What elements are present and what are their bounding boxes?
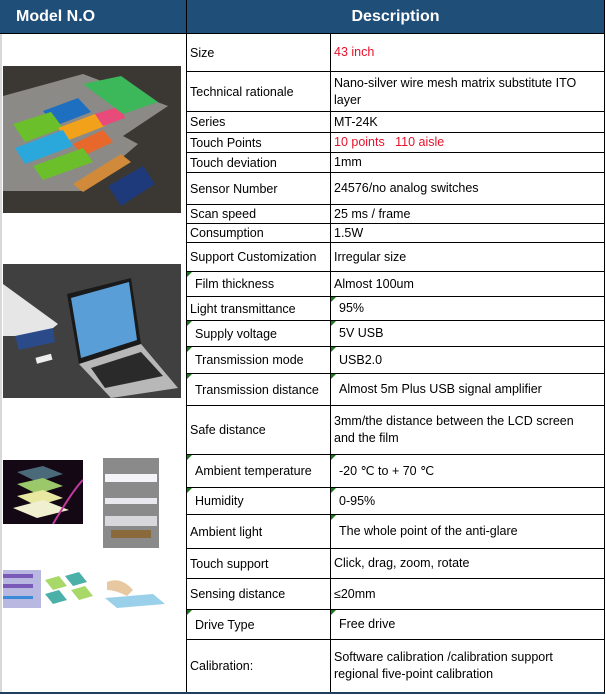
spec-row-touch-deviation: [186, 153, 604, 173]
spec-row-scan-speed: [186, 205, 604, 224]
spec-label: Consumption: [186, 224, 331, 242]
spec-label: Transmission mode: [186, 347, 331, 373]
spec-label: Size: [186, 34, 331, 71]
spec-label: Film thickness: [186, 272, 331, 296]
spec-row-technical-rationale: [186, 72, 604, 112]
spec-label: Drive Type: [186, 610, 331, 639]
spec-value: 0-95%: [331, 488, 604, 514]
product-image-film-laptop: [3, 264, 181, 398]
spec-value: -20 ℃ to + 70 ℃: [331, 455, 604, 487]
spec-value: Software calibration /calibration support regional five-point calibration: [334, 650, 553, 681]
spec-value: 24576/no analog switches: [334, 181, 479, 195]
spec-row-humidity: [186, 488, 604, 515]
product-image-layers: [3, 460, 83, 524]
spec-value: 1mm: [334, 155, 362, 169]
header-model-no: Model N.O: [16, 8, 96, 25]
spec-label: Support Customization: [186, 243, 331, 271]
spec-value: 10 points 110 aisle: [334, 135, 445, 149]
spec-value: Almost 100um: [334, 276, 414, 291]
spec-label: Touch support: [186, 549, 331, 578]
spec-label: Calibration:: [186, 640, 331, 692]
spec-row-film-thickness: [186, 272, 604, 297]
spec-label: Touch Points: [186, 133, 331, 152]
spec-value: Irregular size: [334, 249, 407, 264]
spec-value: MT-24K: [334, 114, 378, 129]
product-image-backlit: [103, 458, 159, 548]
spec-value: Click, drag, zoom, rotate: [334, 556, 470, 570]
spec-label: Light transmittance: [186, 297, 331, 320]
spec-label: Ambient light: [186, 515, 331, 548]
spec-value: 5V USB: [331, 321, 604, 346]
product-image-column: [0, 34, 186, 692]
spec-row-consumption: [186, 224, 604, 243]
spec-row-sensing-distance: [186, 579, 604, 610]
spec-row-ambient-light: [186, 515, 604, 549]
spec-value: Free drive: [331, 610, 604, 639]
spec-row-calibration: [186, 640, 604, 692]
product-image-capacitive-diagram: [3, 570, 168, 612]
spec-value: ≤20mm: [334, 586, 376, 601]
spec-row-support-customization: [186, 243, 604, 272]
spec-row-supply-voltage: [186, 321, 604, 347]
spec-row-sensor-number: [186, 173, 604, 205]
header-description: Description: [186, 0, 604, 33]
spec-label: Touch deviation: [186, 153, 331, 172]
spec-value: Almost 5m Plus USB signal amplifier: [331, 374, 604, 405]
spec-label: Sensor Number: [186, 173, 331, 204]
spec-row-safe-distance: [186, 406, 604, 455]
spec-label: Humidity: [186, 488, 331, 514]
spec-value: The whole point of the anti-glare: [331, 515, 604, 548]
spec-label: Sensing distance: [186, 579, 331, 609]
spec-value: 1.5W: [334, 225, 364, 240]
spec-row-touch-points: [186, 133, 604, 153]
spec-value: 95%: [331, 297, 604, 320]
spec-value: Nano-silver wire mesh matrix substitute ITO layer: [334, 75, 577, 107]
spec-value: 3mm/the distance between the LCD screen and the film: [334, 414, 574, 445]
spec-row-drive-type: [186, 610, 604, 640]
spec-label: Ambient temperature: [186, 455, 331, 487]
spec-row-ambient-temperature: [186, 455, 604, 488]
spec-row-transmission-distance: [186, 374, 604, 406]
table-header: [0, 0, 604, 34]
spec-value: 43 inch: [334, 45, 375, 59]
spec-value: USB2.0: [331, 347, 604, 373]
spec-label: Technical rationale: [186, 72, 331, 111]
spec-row-series: [186, 112, 604, 133]
spec-row-touch-support: [186, 549, 604, 579]
spec-row-size: [186, 34, 604, 72]
spec-value: 25 ms / frame: [334, 206, 411, 221]
spec-label: Transmission distance: [186, 374, 331, 405]
spec-label: Series: [186, 112, 331, 132]
spec-label: Safe distance: [186, 406, 331, 454]
spec-row-light-transmittance: [186, 297, 604, 321]
spec-row-transmission-mode: [186, 347, 604, 374]
product-image-film-board: [3, 66, 181, 213]
spec-label: Scan speed: [186, 205, 331, 223]
spec-label: Supply voltage: [186, 321, 331, 346]
